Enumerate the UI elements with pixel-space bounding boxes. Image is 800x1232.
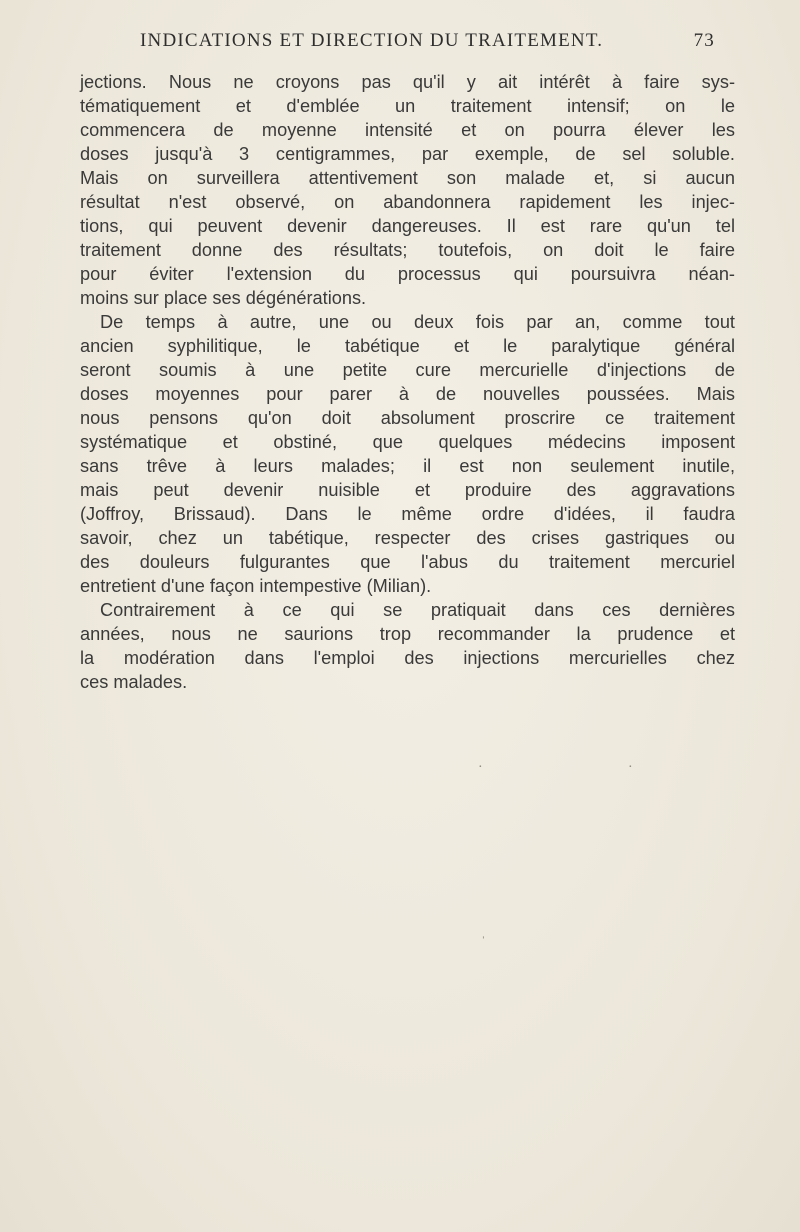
text-line-paragraph-start: De temps à autre, une ou deux fois par an, comme tout <box>100 312 735 332</box>
text-line: la modération dans l'emploi des injections mercurielles chez <box>80 648 735 668</box>
ink-speck: ˈ <box>481 935 486 950</box>
ink-speck: · <box>628 760 633 775</box>
ink-speck: · <box>478 760 483 775</box>
text-line: années, nous ne saurions trop recommander la prudence et <box>80 624 735 644</box>
text-line: doses jusqu'à 3 centigrammes, par exemple, de sel soluble. <box>80 144 735 164</box>
text-line: résultat n'est observé, on abandonnera rapidement les injec- <box>80 192 735 212</box>
text-line: doses moyennes pour parer à de nouvelles poussées. Mais <box>80 384 735 404</box>
page-number: 73 <box>693 30 715 51</box>
text-line: sans trêve à leurs malades; il est non seulement inutile, <box>80 456 735 476</box>
text-line-paragraph-start: Contrairement à ce qui se pratiquait dans ces dernières <box>100 600 735 620</box>
text-line: jections. Nous ne croyons pas qu'il y ait intérêt à faire sys- <box>80 72 735 92</box>
text-line: ancien syphilitique, le tabétique et le paralytique général <box>80 336 735 356</box>
text-line: systématique et obstiné, que quelques médecins imposent <box>80 432 735 452</box>
text-line: savoir, chez un tabétique, respecter des crises gastriques ou <box>80 528 735 548</box>
text-line: tématiquement et d'emblée un traitement intensif; on le <box>80 96 735 116</box>
text-line: traitement donne des résultats; toutefois, on doit le faire <box>80 240 735 260</box>
text-line: des douleurs fulgurantes que l'abus du traitement mercuriel <box>80 552 735 572</box>
text-line: Mais on surveillera attentivement son malade et, si aucun <box>80 168 735 188</box>
text-line: seront soumis à une petite cure mercurielle d'injections de <box>80 360 735 380</box>
body-text <box>80 70 735 694</box>
text-line: commencera de moyenne intensité et on pourra élever les <box>80 120 735 140</box>
text-line: nous pensons qu'on doit absolument proscrire ce traitement <box>80 408 735 428</box>
text-line: mais peut devenir nuisible et produire des aggravations <box>80 480 735 500</box>
text-line: tions, qui peuvent devenir dangereuses. Il est rare qu'un tel <box>80 216 735 236</box>
text-line: (Joffroy, Brissaud). Dans le même ordre d'idées, il faudra <box>80 504 735 524</box>
running-title: INDICATIONS ET DIRECTION DU TRAITEMENT. <box>140 30 604 51</box>
text-line: pour éviter l'extension du processus qui poursuivra néan- <box>80 264 735 284</box>
running-header <box>140 30 715 58</box>
text-line-paragraph-end: entretient d'une façon intempestive (Milian). <box>80 576 432 596</box>
text-line-paragraph-end: moins sur place ses dégénérations. <box>80 288 367 308</box>
text-line-paragraph-end: ces malades. <box>80 672 188 692</box>
